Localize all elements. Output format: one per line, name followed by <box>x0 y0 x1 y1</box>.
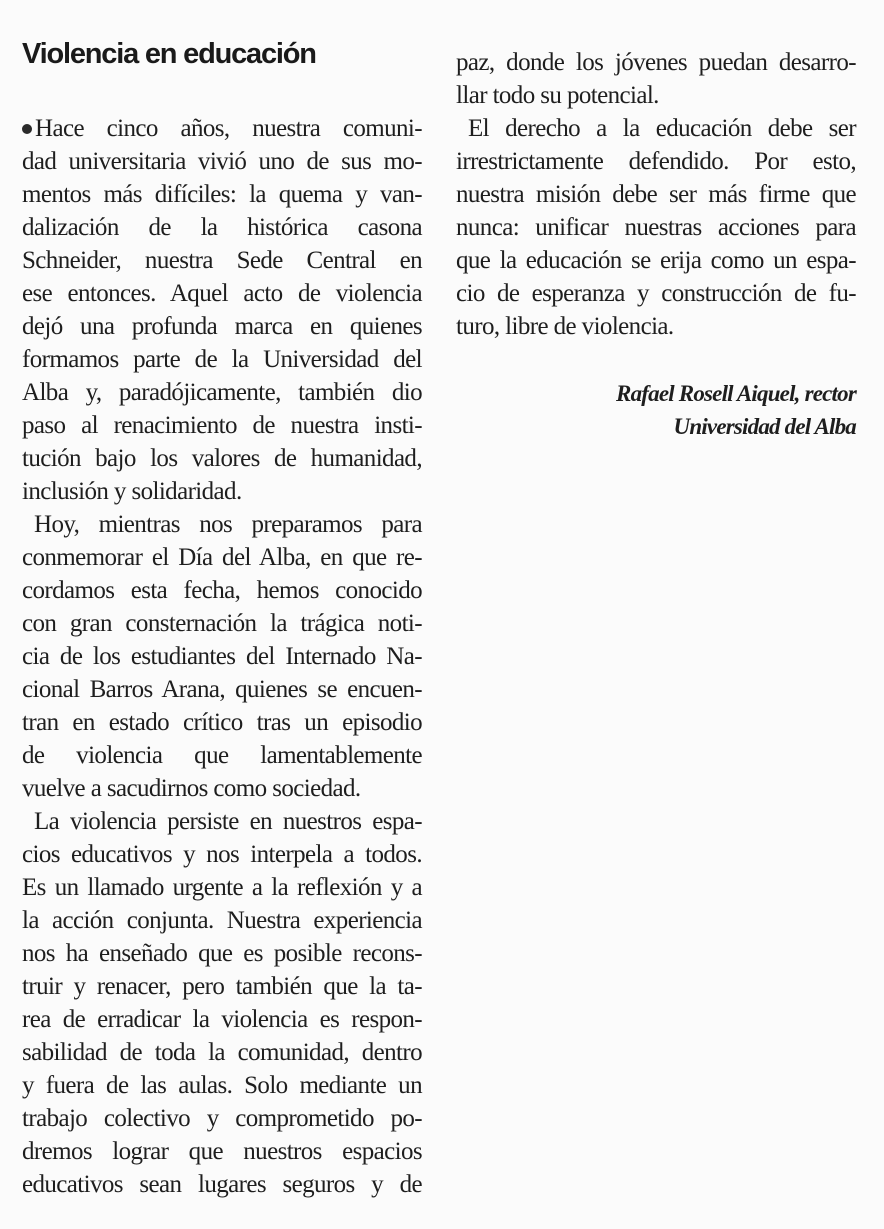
text-line: Hoy, mientras nos preparamos para <box>34 511 422 538</box>
paragraph-3-continued <box>456 46 856 112</box>
text-line: mentos más difíciles: la quema y van- <box>22 181 422 208</box>
text-line: conmemorar el Día del Alba, en que re- <box>22 544 422 571</box>
text-line: vuelve a sacudirnos como sociedad. <box>22 775 361 802</box>
text-line: dremos lograr que nuestros espacios <box>22 1138 422 1165</box>
text-line: ese entonces. Aquel acto de violencia <box>22 280 422 307</box>
text-line: dejó una profunda marca en quienes <box>22 313 422 340</box>
text-line: irrestrictamente defendido. Por esto, <box>456 148 856 175</box>
text-line: cordamos esta fecha, hemos conocido <box>22 577 422 604</box>
text-line: paso al renacimiento de nuestra insti- <box>22 412 422 439</box>
text-line: La violencia persiste en nuestros espa- <box>34 808 422 835</box>
text-line: Schneider, nuestra Sede Central en <box>22 247 422 274</box>
text-line: truir y renacer, pero también que la ta- <box>22 973 422 1000</box>
paragraph-4 <box>456 112 856 343</box>
text-line: de violencia que lamentablemente <box>22 742 422 769</box>
text-line: turo, libre de violencia. <box>456 313 674 340</box>
paragraph-1 <box>22 112 422 508</box>
text-line: nos ha enseñado que es posible recons- <box>22 940 422 967</box>
text-line: dad universitaria vivió uno de sus mo- <box>22 148 422 175</box>
text-line: inclusión y solidaridad. <box>22 478 242 505</box>
text-line: cio de esperanza y construcción de fu- <box>456 280 856 307</box>
author-institution: Universidad del Alba <box>673 414 856 439</box>
text-line: y fuera de las aulas. Solo mediante un <box>22 1072 422 1099</box>
text-line: cia de los estudiantes del Internado Na- <box>22 643 422 670</box>
text-line: nuestra misión debe ser más firme que <box>456 181 856 208</box>
text-line: llar todo su potencial. <box>456 82 659 109</box>
text-line: cios educativos y nos interpela a todos. <box>22 841 422 868</box>
text-line: tran en estado crítico tras un episodio <box>22 709 422 736</box>
text-line: educativos sean lugares seguros y de <box>22 1171 422 1198</box>
text-line: formamos parte de la Universidad del <box>22 346 422 373</box>
text-line: nunca: unificar nuestras acciones para <box>456 214 856 241</box>
text-line: sabilidad de toda la comunidad, dentro <box>22 1039 422 1066</box>
article-title: Violencia en educación <box>22 38 316 70</box>
paragraph-3 <box>22 805 422 1201</box>
text-line: trabajo colectivo y comprometido po- <box>22 1105 422 1132</box>
bullet-icon <box>22 124 32 134</box>
text-line: dalización de la histórica casona <box>22 214 422 241</box>
author-name: Rafael Rosell Aiquel, rector <box>616 381 856 406</box>
text-line: paz, donde los jóvenes puedan desarro- <box>456 49 856 76</box>
text-line: la acción conjunta. Nuestra experiencia <box>22 907 422 934</box>
text-line: rea de erradicar la violencia es respon- <box>22 1006 422 1033</box>
text-line: que la educación se erija como un espa- <box>456 247 856 274</box>
text-line: Alba y, paradójicamente, también dio <box>22 379 422 406</box>
text-line: Es un llamado urgente a la reflexión y a <box>22 874 422 901</box>
text-line: cional Barros Arana, quienes se encuen- <box>22 676 422 703</box>
author-signature <box>456 377 856 443</box>
paragraph-2 <box>22 508 422 805</box>
text-line: El derecho a la educación debe ser <box>468 115 856 142</box>
text-line: con gran consternación la trágica noti- <box>22 610 422 637</box>
text-line: tución bajo los valores de humanidad, <box>22 445 422 472</box>
text-line: Hace cinco años, nuestra comuni- <box>22 112 422 145</box>
